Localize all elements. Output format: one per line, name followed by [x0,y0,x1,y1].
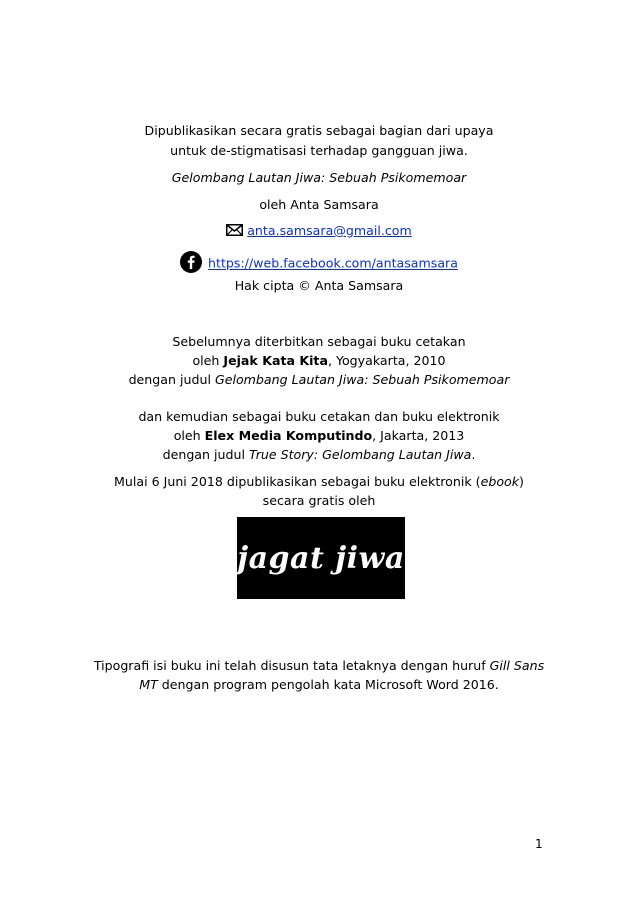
history1-prefix: oleh [192,353,224,368]
typography-line-1 [0,658,638,674]
envelope-icon [226,224,243,240]
author-line: oleh Anta Samsara [259,197,379,212]
history2-title: True Story: Gelombang Lautan Jiwa [248,447,472,462]
facebook-icon [180,251,202,277]
jagat-jiwa-logo [237,517,405,599]
book-title: Gelombang Lautan Jiwa: Sebuah Psikomemoar [171,170,467,185]
logo-text: jagat jiwa [237,540,405,576]
email-link[interactable]: anta.samsara@gmail.com [247,223,412,238]
copyright: Hak cipta © Anta Samsara [234,278,404,293]
ebook-line-2: secara gratis oleh [262,493,376,508]
history2-line-2 [0,428,638,444]
typography-line-2 [0,677,638,693]
history2-place-year: , Jakarta, 2013 [372,428,465,443]
history1-place-year: , Yogyakarta, 2010 [327,353,446,368]
facebook-row [0,251,638,277]
facebook-link[interactable]: https://web.facebook.com/antasamsara [208,255,458,271]
history1-title-prefix: dengan judul [128,372,215,387]
history2-title-prefix: dengan judul [162,447,249,462]
ebook-prefix: Mulai 6 Juni 2018 dipublikasikan sebagai buku elektronik ( [114,474,481,489]
email-row [0,223,638,240]
ebook-suffix: ) [519,474,524,489]
intro-line-1: Dipublikasikan secara gratis sebagai bagian dari upaya [144,123,494,138]
history1-line-2 [0,353,638,369]
page-number: 1 [535,837,543,851]
ebook-line-1 [0,474,638,490]
history2-line-3 [0,447,638,463]
intro-line-2: untuk de-stigmatisasi terhadap gangguan jiwa. [170,143,468,158]
typography-suffix: dengan program pengolah kata Microsoft Word 2016. [157,677,499,692]
history2-line-1: dan kemudian sebagai buku cetakan dan buku elektronik [138,409,500,424]
history2-prefix: oleh [173,428,205,443]
font-name-part-2: MT [139,677,158,692]
history2-period: . [471,447,476,462]
history1-title: Gelombang Lautan Jiwa: Sebuah Psikomemoar [214,372,510,387]
font-name-part-1: Gill Sans [489,658,545,673]
history1-line-1: Sebelumnya diterbitkan sebagai buku cetakan [172,334,466,349]
typography-prefix: Tipografi isi buku ini telah disusun tata letaknya dengan huruf [93,658,490,673]
ebook-word: ebook [480,474,520,489]
publisher-elex-media: Elex Media Komputindo [204,428,373,443]
history1-line-3 [0,372,638,388]
publisher-jejak-kata-kita: Jejak Kata Kita [223,353,328,368]
